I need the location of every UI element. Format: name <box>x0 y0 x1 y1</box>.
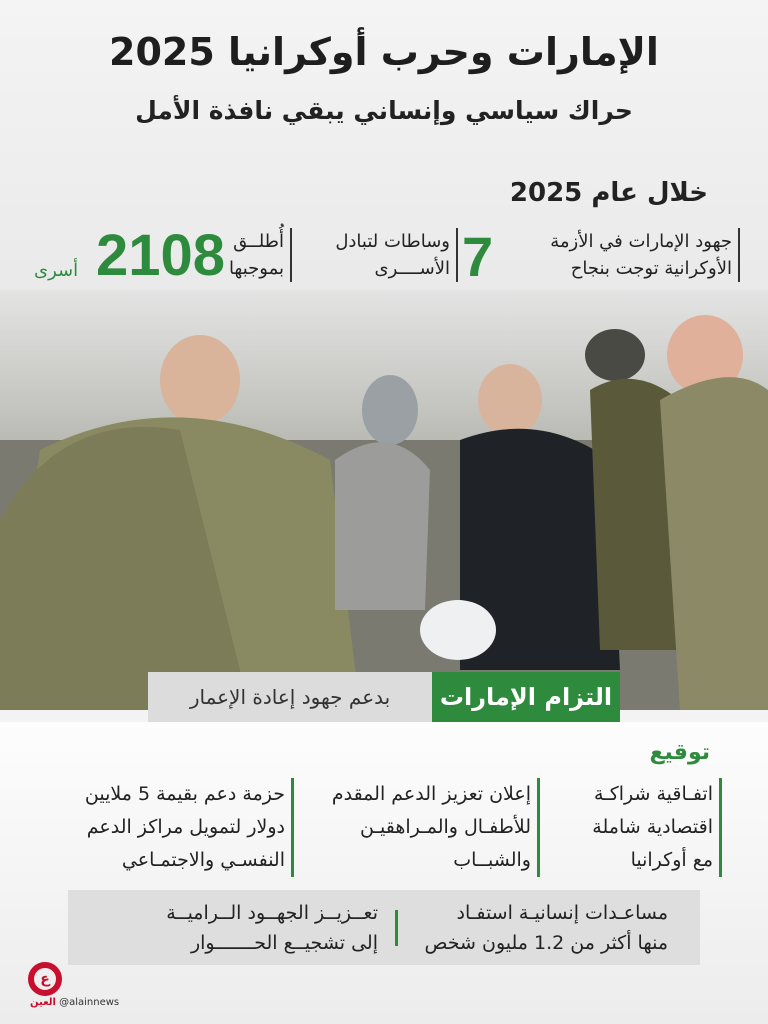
aid-text: مساعـدات إنسانيـة استفـاد <box>456 902 668 924</box>
aid-text: تعــزيــز الجهــود الــراميــة <box>166 902 378 924</box>
banner-reconstruction: بدعم جهود إعادة الإعمار <box>148 672 432 722</box>
prisoner-exchange-photo <box>0 290 768 710</box>
aid-humanitarian <box>425 898 669 958</box>
alain-logo-icon <box>28 962 62 996</box>
footer-brand <box>30 997 119 1008</box>
aid-text: إلى تشجيــع الحـــــــوار <box>190 932 378 954</box>
signing-heading: توقيع <box>649 740 710 765</box>
stat-text: الأســــرى <box>374 258 450 279</box>
signing-text: إعلان تعزيز الدعم المقدم <box>331 783 531 805</box>
aid-divider <box>395 910 398 946</box>
stat-text: الأوكرانية توجت بنجاح <box>570 258 732 279</box>
stat-efforts <box>550 228 740 282</box>
signing-text: دولار لتمويل مراكز الدعم <box>86 816 285 838</box>
page-subtitle: حراك سياسي وإنساني يبقي نافذة الأمل <box>135 96 633 125</box>
signing-text: حزمة دعم بقيمة 5 ملايين <box>84 783 285 805</box>
stat-released-unit: أسرى <box>34 260 79 281</box>
signing-text: والشبــاب <box>453 849 531 871</box>
stat-released <box>229 228 292 282</box>
stat-released-number: 2108 <box>96 223 226 288</box>
signing-text: للأطفـال والمـراهقيـن <box>359 816 531 838</box>
banner-commitment: التزام الإمارات <box>432 672 620 722</box>
stats-heading: خلال عام 2025 <box>509 178 708 208</box>
signing-item <box>85 778 294 877</box>
stat-text: بموجبها <box>228 258 284 279</box>
signing-item <box>592 778 722 877</box>
signing-text: النفسـي والاجتمـاعي <box>121 849 285 871</box>
social-handle: @alainnews <box>59 997 120 1008</box>
stat-mediations-number: 7 <box>462 225 494 288</box>
stat-text: جهود الإمارات في الأزمة <box>550 231 732 252</box>
logo-glyph: ع <box>40 971 50 987</box>
signing-text: مع أوكرانيا <box>630 849 713 871</box>
photo-illustration <box>0 290 768 710</box>
aid-text: منها أكثر من 1.2 مليون شخص <box>424 932 668 954</box>
stat-mediations <box>335 228 458 282</box>
signing-text: اتفـاقية شراكـة <box>593 783 713 805</box>
page-title: الإمارات وحرب أوكرانيا 2025 <box>109 30 659 74</box>
logo-text: العين <box>30 997 56 1008</box>
stat-text: وساطات لتبادل <box>335 231 450 252</box>
aid-dialogue <box>166 898 378 958</box>
signing-text: اقتصادية شاملة <box>592 816 713 838</box>
stat-text: أُطلــق <box>233 231 284 252</box>
signing-item <box>332 778 540 877</box>
